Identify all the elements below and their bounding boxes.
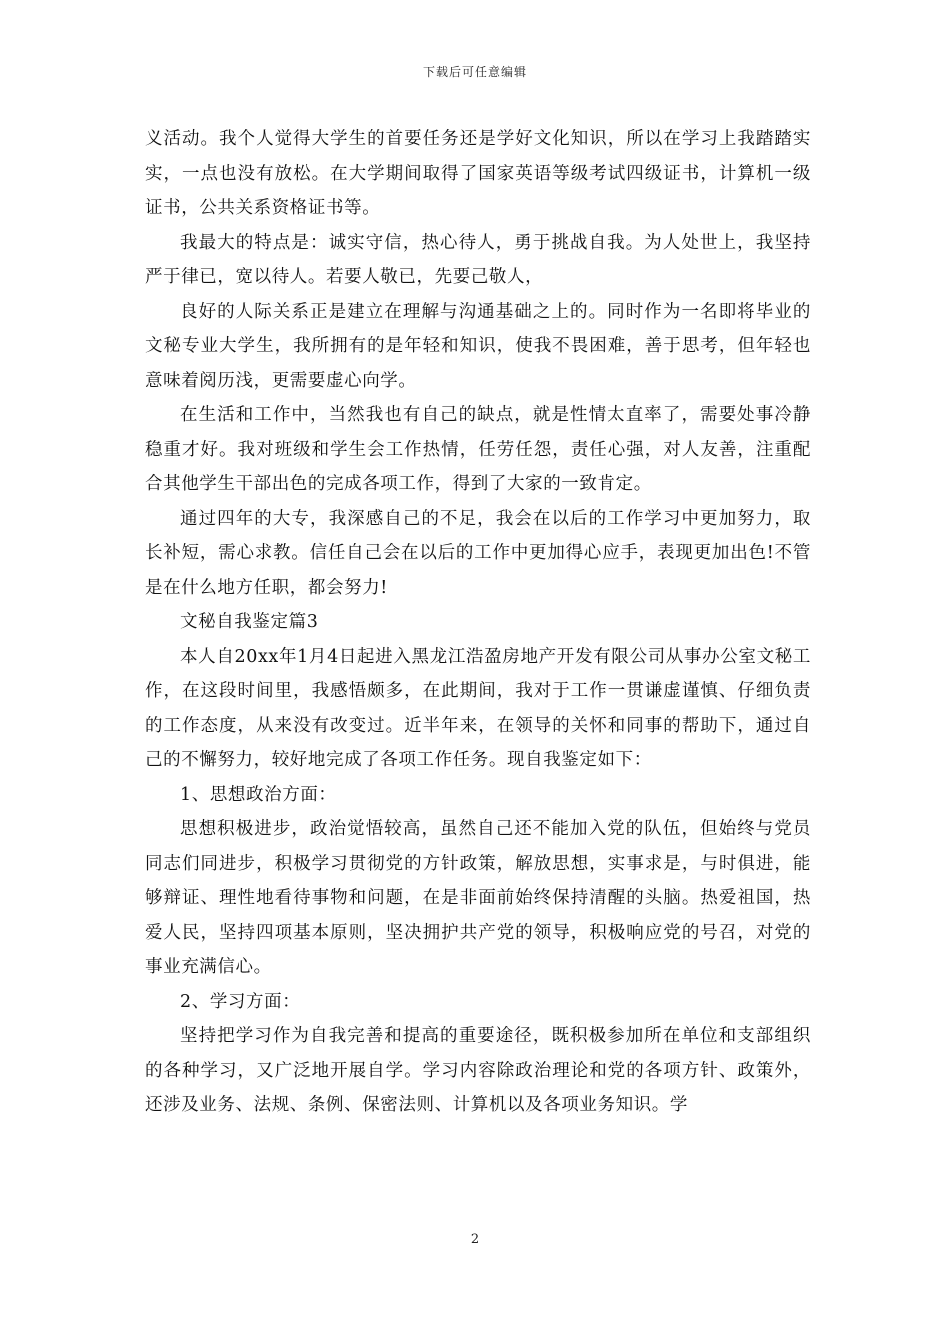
paragraph: 思想积极进步，政治觉悟较高，虽然自己还不能加入党的队伍，但始终与党员同志们同进步，积极学习贯彻党的方针政策，解放思想，实事求是，与时俱进，能够辩证、理性地看待事物和问题，在是非面前始终保持清醒的头脑。热爱祖国，热爱人民，坚持四项基本原则，坚决拥护共产党的领导，积极响应党的号召，对党的事业充满信心。: [145, 819, 811, 977]
paragraph: 通过四年的大专，我深感自己的不足，我会在以后的工作学习中更加努力，取长补短，需心求教。信任自己会在以后的工作中更加得心应手，表现更加出色!不管是在什么地方任职，都会努力!: [145, 508, 811, 598]
subsection-heading: 2、学习方面：: [180, 991, 301, 1012]
subsection-heading: 1、思想政治方面：: [180, 784, 337, 805]
section-heading: 文秘自我鉴定篇3: [180, 612, 319, 632]
document-body: [145, 122, 811, 1123]
paragraph: 本人自20xx年1月4日起进入黑龙江浩盈房地产开发有限公司从事办公室文秘工作，在这段时间里，我感悟颇多，在此期间，我对于工作一贯谦虚谨慎、仔细负责的工作态度，从来没有改变过。近半年来，在领导的关怀和同事的帮助下，通过自己的不懈努力，较好地完成了各项工作任务。现自我鉴定如下：: [145, 646, 811, 770]
page-number: 2: [470, 1232, 480, 1247]
paragraph: 良好的人际关系正是建立在理解与沟通基础之上的。同时作为一名即将毕业的文秘专业大学生，我所拥有的是年轻和知识，使我不畏困难，善于思考，但年轻也意味着阅历浅，更需要虚心向学。: [145, 301, 811, 391]
paragraph-continuation: 义活动。我个人觉得大学生的首要任务还是学好文化知识，所以在学习上我踏踏实实，一点也没有放松。在大学期间取得了国家英语等级考试四级证书，计算机一级证书，公共关系资格证书等。: [145, 129, 811, 218]
paragraph: 在生活和工作中，当然我也有自己的缺点，就是性情太直率了，需要处事冷静稳重才好。我对班级和学生会工作热情，任劳任怨，责任心强，对人友善，注重配合其他学生干部出色的完成各项工作，得到了大家的一致肯定。: [145, 405, 811, 494]
paragraph: 坚持把学习作为自我完善和提高的重要途径，既积极参加所在单位和支部组织的各种学习，又广泛地开展自学。学习内容除政治理论和党的各项方针、政策外，还涉及业务、法规、条例、保密法则、计算机以及各项业务知识。学: [145, 1026, 811, 1115]
paragraph: 我最大的特点是：诚实守信，热心待人，勇于挑战自我。为人处世上，我坚持严于律已，宽以待人。若要人敬已，先要己敬人，: [145, 232, 811, 287]
header-note: 下载后可任意编辑: [422, 65, 527, 79]
